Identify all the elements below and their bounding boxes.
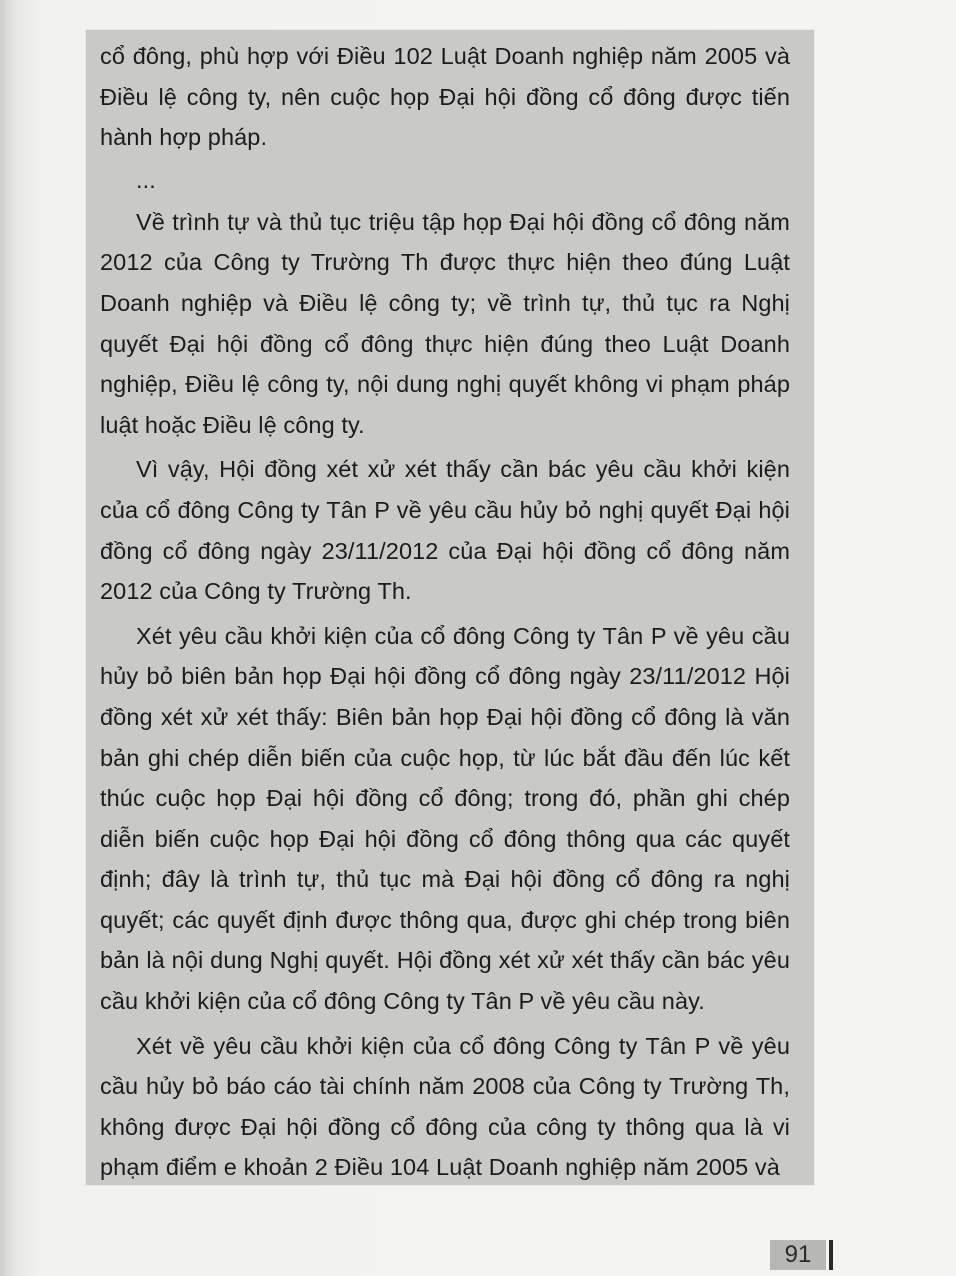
- page-number: 91: [784, 1241, 812, 1268]
- paragraph-continuation: cổ đông, phù hợp với Điều 102 Luật Doanh nghiệp năm 2005 và Điều lệ công ty, nên cuộc họp Đại hội đồng cổ đông được tiến hành hợp pháp.: [100, 43, 790, 151]
- paragraph-conclusion-resolution: Vì vậy, Hội đồng xét xử xét thấy cần bác yêu cầu khởi kiện của cổ đông Công ty Tân P về yêu cầu hủy bỏ nghị quyết Đại hội đồng cổ đông ngày 23/11/2012 của Đại hội đồng cổ đông năm 2012 của Công ty Trường Th.: [100, 456, 790, 605]
- page-number-bar: [829, 1240, 833, 1270]
- paragraph-procedure: Về trình tự và thủ tục triệu tập họp Đại hội đồng cổ đông năm 2012 của Công ty Trường Th được thực hiện theo đúng Luật Doanh nghiệp và Điều lệ công ty; về trình tự, thủ tục ra Nghị quyết Đại hội đồng cổ đông thực hiện đúng theo Luật Doanh nghiệp, Điều lệ công ty, nội dung nghị quyết không vi phạm pháp luật hoặc Điều lệ công ty.: [100, 208, 790, 438]
- document-body: [100, 36, 790, 1188]
- paragraph-financial-report: Xét về yêu cầu khởi kiện của cổ đông Công ty Tân P về yêu cầu hủy bỏ báo cáo tài chính năm 2008 của Công ty Trường Th, không được Đại hội đồng cổ đông của công ty thông qua là vi phạm điểm e khoản 2 Điều 104 Luật Doanh nghiệp năm 2005 và: [100, 1032, 790, 1181]
- paragraph-meeting-minutes: Xét yêu cầu khởi kiện của cổ đông Công ty Tân P về yêu cầu hủy bỏ biên bản họp Đại hội đồng cổ đông ngày 23/11/2012 Hội đồng xét xử xét thấy: Biên bản họp Đại hội đồng cổ đông là văn bản ghi chép diễn biến của cuộc họp, từ lúc bắt đầu đến lúc kết thúc cuộc họp Đại hội đồng cổ đông; trong đó, phần ghi chép diễn biến cuộc họp Đại hội đồng cổ đông thông qua các quyết định; đây là trình tự, thủ tục mà Đại hội đồng cổ đông ra nghị quyết; các quyết định được thông qua, được ghi chép trong biên bản là nội dung Nghị quyết. Hội đồng xét xử xét thấy cần bác yêu cầu khởi kiện của cổ đông Công ty Tân P về yêu cầu này.: [100, 622, 790, 1015]
- paragraph-ellipsis: ...: [136, 166, 156, 193]
